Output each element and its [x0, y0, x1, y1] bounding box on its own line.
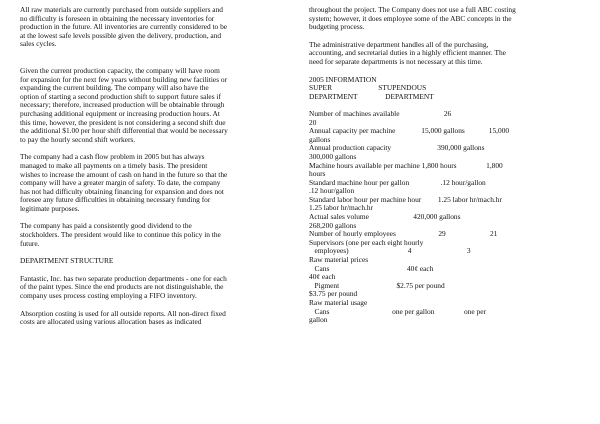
information-line: Standard machine hour per gallon .12 hour/gallon	[309, 177, 486, 187]
information-line: Standard labor hour per machine hour 1.25 labor hr/mach.hr	[309, 194, 502, 204]
paragraph-departments: Fantastic, Inc. has two separate production departments - one for each of the paint types. Since the end products are not distinguishable, the company uses process costing employing a FIFO inventory.	[20, 273, 227, 301]
information-line: Raw material prices	[309, 255, 369, 265]
information-line: SUPER STUPENDOUS	[309, 83, 427, 93]
right-column	[309, 6, 591, 325]
information-line: DEPARTMENT DEPARTMENT	[309, 91, 434, 101]
paragraph-raw-materials: All raw materials are currently purchased from outside suppliers and no difficulty is foreseen in obtaining the necessary inventories for production in the future. All inventories are currently considered to be at the lowest safe levels possible given the delivery, production, and sales cycles.	[20, 5, 228, 49]
information-line: Machine hours available per machine 1,800 hours 1,800	[309, 160, 503, 170]
information-line: .12 hour/gallon	[309, 186, 355, 196]
information-line: 40¢ each	[309, 272, 336, 282]
information-line: Annual production capacity 390,000 gallons	[309, 143, 485, 153]
information-line: hours	[309, 169, 326, 179]
information-line: Actual sales volume 420,000 gallons	[309, 212, 461, 222]
information-line: Number of machines available 26	[309, 108, 452, 118]
information-line: $3.75 per pound	[309, 289, 358, 299]
information-line: 268,200 gallons	[309, 220, 357, 230]
paragraph-production-capacity: Given the current production capacity, the company will have room for expansion for the next few years without building new facilities or expanding the current building. The company will also have the option of starting a second production shift to support future sales if necessary; therefore, increased production will be obtainable through purchasing additional equipment or increasing production hours. At this time, however, the president is not considering a second shift due the additional $1.00 per hour shift differential that would be necessary to pay the hourly second shift workers.	[20, 65, 228, 144]
information-line: Cans one per gallon one per	[309, 306, 486, 316]
paragraph-dividend: The company has paid a consistently good dividend to the stockholders. The president would like to continue this policy in the future.	[20, 221, 221, 248]
section-heading-department-structure: DEPARTMENT STRUCTURE	[20, 256, 114, 266]
paragraph-abc-costing: throughout the project. The Company does not use a full ABC costing system; however, it does employee some of the ABC concepts in the budgeting process.	[309, 5, 516, 32]
left-column	[20, 6, 302, 336]
information-table	[309, 76, 591, 325]
information-line: 20	[309, 117, 317, 127]
information-line: gallon	[309, 315, 328, 325]
information-line: Supervisors (one per each eight hourly	[309, 237, 424, 247]
information-line: Annual capacity per machine 15,000 gallons 15,000	[309, 126, 510, 136]
information-line: Cans 40¢ each	[309, 263, 434, 273]
paragraph-absorption-costing: Absorption costing is used for all outside reports. All non-direct fixed costs are allocated using various allocation bases as indicated	[20, 308, 226, 327]
information-line: 2005 INFORMATION	[309, 74, 377, 84]
paragraph-administrative: The administrative department handles all of the purchasing, accounting, and secretarial duties in a highly efficient manner. The need for separate departments is not necessary at this time.	[309, 39, 506, 66]
information-line: Pigment $2.75 per pound	[309, 280, 445, 290]
information-line: employees) 4 3	[309, 246, 471, 256]
information-line: 1.25 labor hr/mach.hr	[309, 203, 374, 213]
information-line: 300,000 gallons	[309, 151, 357, 161]
information-line: Number of hourly employees 29 21	[309, 229, 498, 239]
paragraph-cash-flow: The company had a cash flow problem in 2005 but has always managed to make all payments on a timely basis. The president wishes to increase the amount of cash on hand in the future so that the company will have a greater margin of safety. To date, the company has not had difficulty obtaining financing for expansion and does not foresee any future difficulties in obtaining necessary funding for legitimate purposes.	[20, 152, 228, 213]
information-line: Raw material usage	[309, 298, 368, 307]
information-line: gallons	[309, 134, 331, 144]
